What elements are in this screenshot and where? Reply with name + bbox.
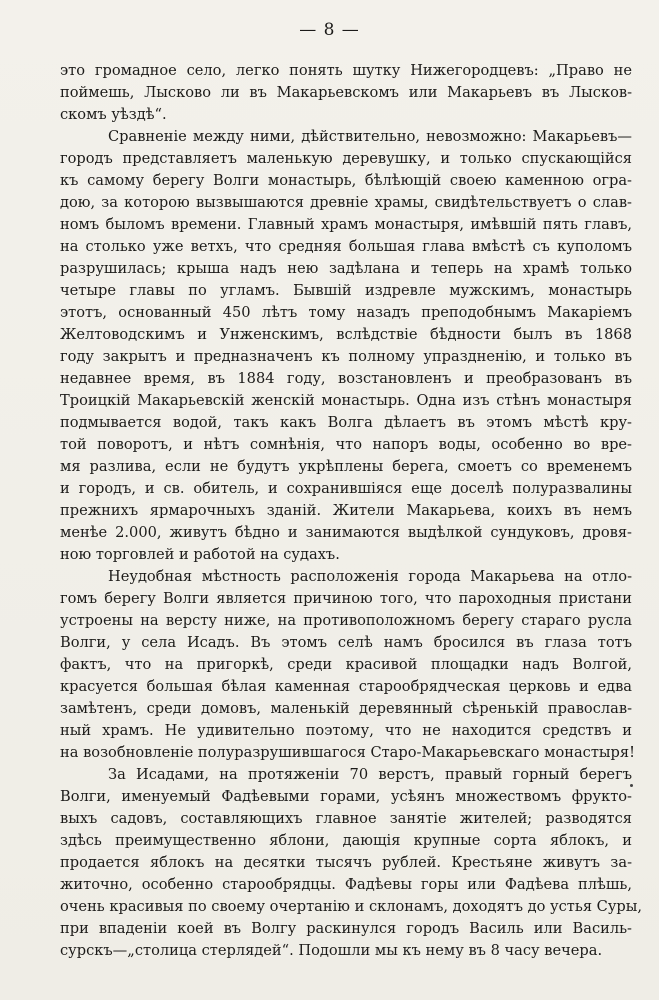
text-line: номъ быломъ времени. Главный храмъ монастыря, имѣвшій пять главъ, — [60, 216, 632, 233]
text-line: Троицкій Макарьевскій женскій монастырь. Одна изъ стѣнъ монастыря — [60, 392, 632, 409]
text-line: городъ представляетъ маленькую деревушку, и только спускающійся — [60, 150, 632, 167]
text-line: Волги, именуемый Фадѣевыми горами, усѣянъ множествомъ фрукто- — [60, 788, 632, 805]
text-line: это громадное село, легко понять шутку Нижегородцевъ: „Право не — [60, 62, 632, 79]
text-line: житочно, особенно старообрядцы. Фадѣевы горы или Фадѣева плѣшь, — [60, 876, 632, 893]
text-line: ный храмъ. Не удивительно поэтому, что не находится средствъ и — [60, 722, 632, 739]
text-line: и городъ, и св. обитель, и сохранившіяся еще доселѣ полуразвалины — [60, 480, 632, 497]
text-line: За Исадами, на протяженіи 70 верстъ, правый горный берегъ — [108, 766, 632, 783]
text-line: Сравненіе между ними, дѣйствительно, невозможно: Макарьевъ— — [108, 128, 632, 145]
text-line: выхъ садовъ, составляющихъ главное занятіе жителей; разводятся — [60, 810, 632, 827]
text-line: красуется большая бѣлая каменная старообрядческая церковь и едва — [60, 678, 632, 695]
text-line: четыре главы по угламъ. Бывшій издревле мужскимъ, монастырь — [60, 282, 632, 299]
text-line: устроены на версту ниже, на противоположномъ берегу стараго русла — [60, 612, 632, 629]
text-line: этотъ, основанный 450 лѣтъ тому назадъ преподобнымъ Макаріемъ — [60, 304, 632, 321]
page-number: — 8 — — [299, 20, 360, 40]
text-line: мя разлива, если не будутъ укрѣплены берега, смоетъ со временемъ — [60, 458, 632, 475]
text-line: недавнее время, въ 1884 году, возстановленъ и преобразованъ въ — [60, 370, 632, 387]
text-line: дою, за которою вызвышаются древніе храмы, свидѣтельствуетъ о слав- — [60, 194, 632, 211]
paragraph — [60, 764, 643, 962]
text-line: фактъ, что на пригоркѣ, среди красивой площадки надъ Волгой, — [60, 656, 632, 673]
ink-speck — [630, 784, 633, 787]
text-line: продается яблокъ на десятки тысячъ рублей. Крестьяне живутъ за- — [60, 854, 632, 871]
text-line: на столько уже ветхъ, что средняя большая глава вмѣстѣ съ куполомъ — [60, 238, 632, 255]
text-line: менѣе 2.000, живутъ бѣдно и занимаются выдѣлкой сундуковъ, дровя- — [60, 524, 632, 541]
text-line: Желтоводскимъ и Унженскимъ, вслѣдствіе бѣдности былъ въ 1868 — [60, 326, 632, 343]
text-line: сурскъ—„столица стерлядей“. Подошли мы къ нему въ 8 часу вечера. — [60, 942, 603, 959]
text-line: скомъ уѣздѣ“. — [60, 106, 167, 123]
text-line: гомъ берегу Волги является причиною того, что пароходныя пристани — [60, 590, 632, 607]
text-line: поймешь, Лысково ли въ Макарьевскомъ или Макарьевъ въ Лысков- — [60, 84, 632, 101]
text-line: очень красивыя по своему очертанію и склонамъ, доходятъ до устья Суры, — [60, 898, 643, 915]
text-line: прежнихъ ярмарочныхъ зданій. Жители Макарьева, коихъ въ немъ — [60, 502, 632, 519]
paragraph — [60, 126, 632, 566]
text-line: ною торговлей и работой на судахъ. — [60, 546, 340, 563]
text-line: замѣтенъ, среди домовъ, маленькій деревянный сѣренькій православ- — [60, 700, 632, 717]
text-line: Неудобная мѣстность расположенія города Макарьева на отло- — [108, 568, 632, 585]
text-line: на возобновленіе полуразрушившагося Старо-Макарьевскаго монастыря! — [60, 744, 635, 761]
text-line: при впаденіи коей въ Волгу раскинулся городъ Василь или Василь- — [60, 920, 632, 937]
text-line: той поворотъ, и нѣтъ сомнѣнія, что напоръ воды, особенно во вре- — [60, 436, 632, 453]
text-line: разрушилась; крыша надъ нею задѣлана и теперь на храмѣ только — [60, 260, 632, 277]
text-line: къ самому берегу Волги монастырь, бѣлѣющій своею каменною огра- — [60, 172, 632, 189]
paragraph — [60, 60, 632, 126]
text-line: Волги, у села Исадъ. Въ этомъ селѣ намъ бросился въ глаза тотъ — [60, 634, 632, 651]
body-text — [60, 60, 643, 962]
paragraph — [60, 566, 635, 764]
text-line: подмывается водой, такъ какъ Волга дѣлаетъ въ этомъ мѣстѣ кру- — [60, 414, 632, 431]
text-line: здѣсь преимущественно яблони, дающія крупные сорта яблокъ, и — [60, 832, 632, 849]
text-line: году закрытъ и предназначенъ къ полному упраздненію, и только въ — [60, 348, 632, 365]
